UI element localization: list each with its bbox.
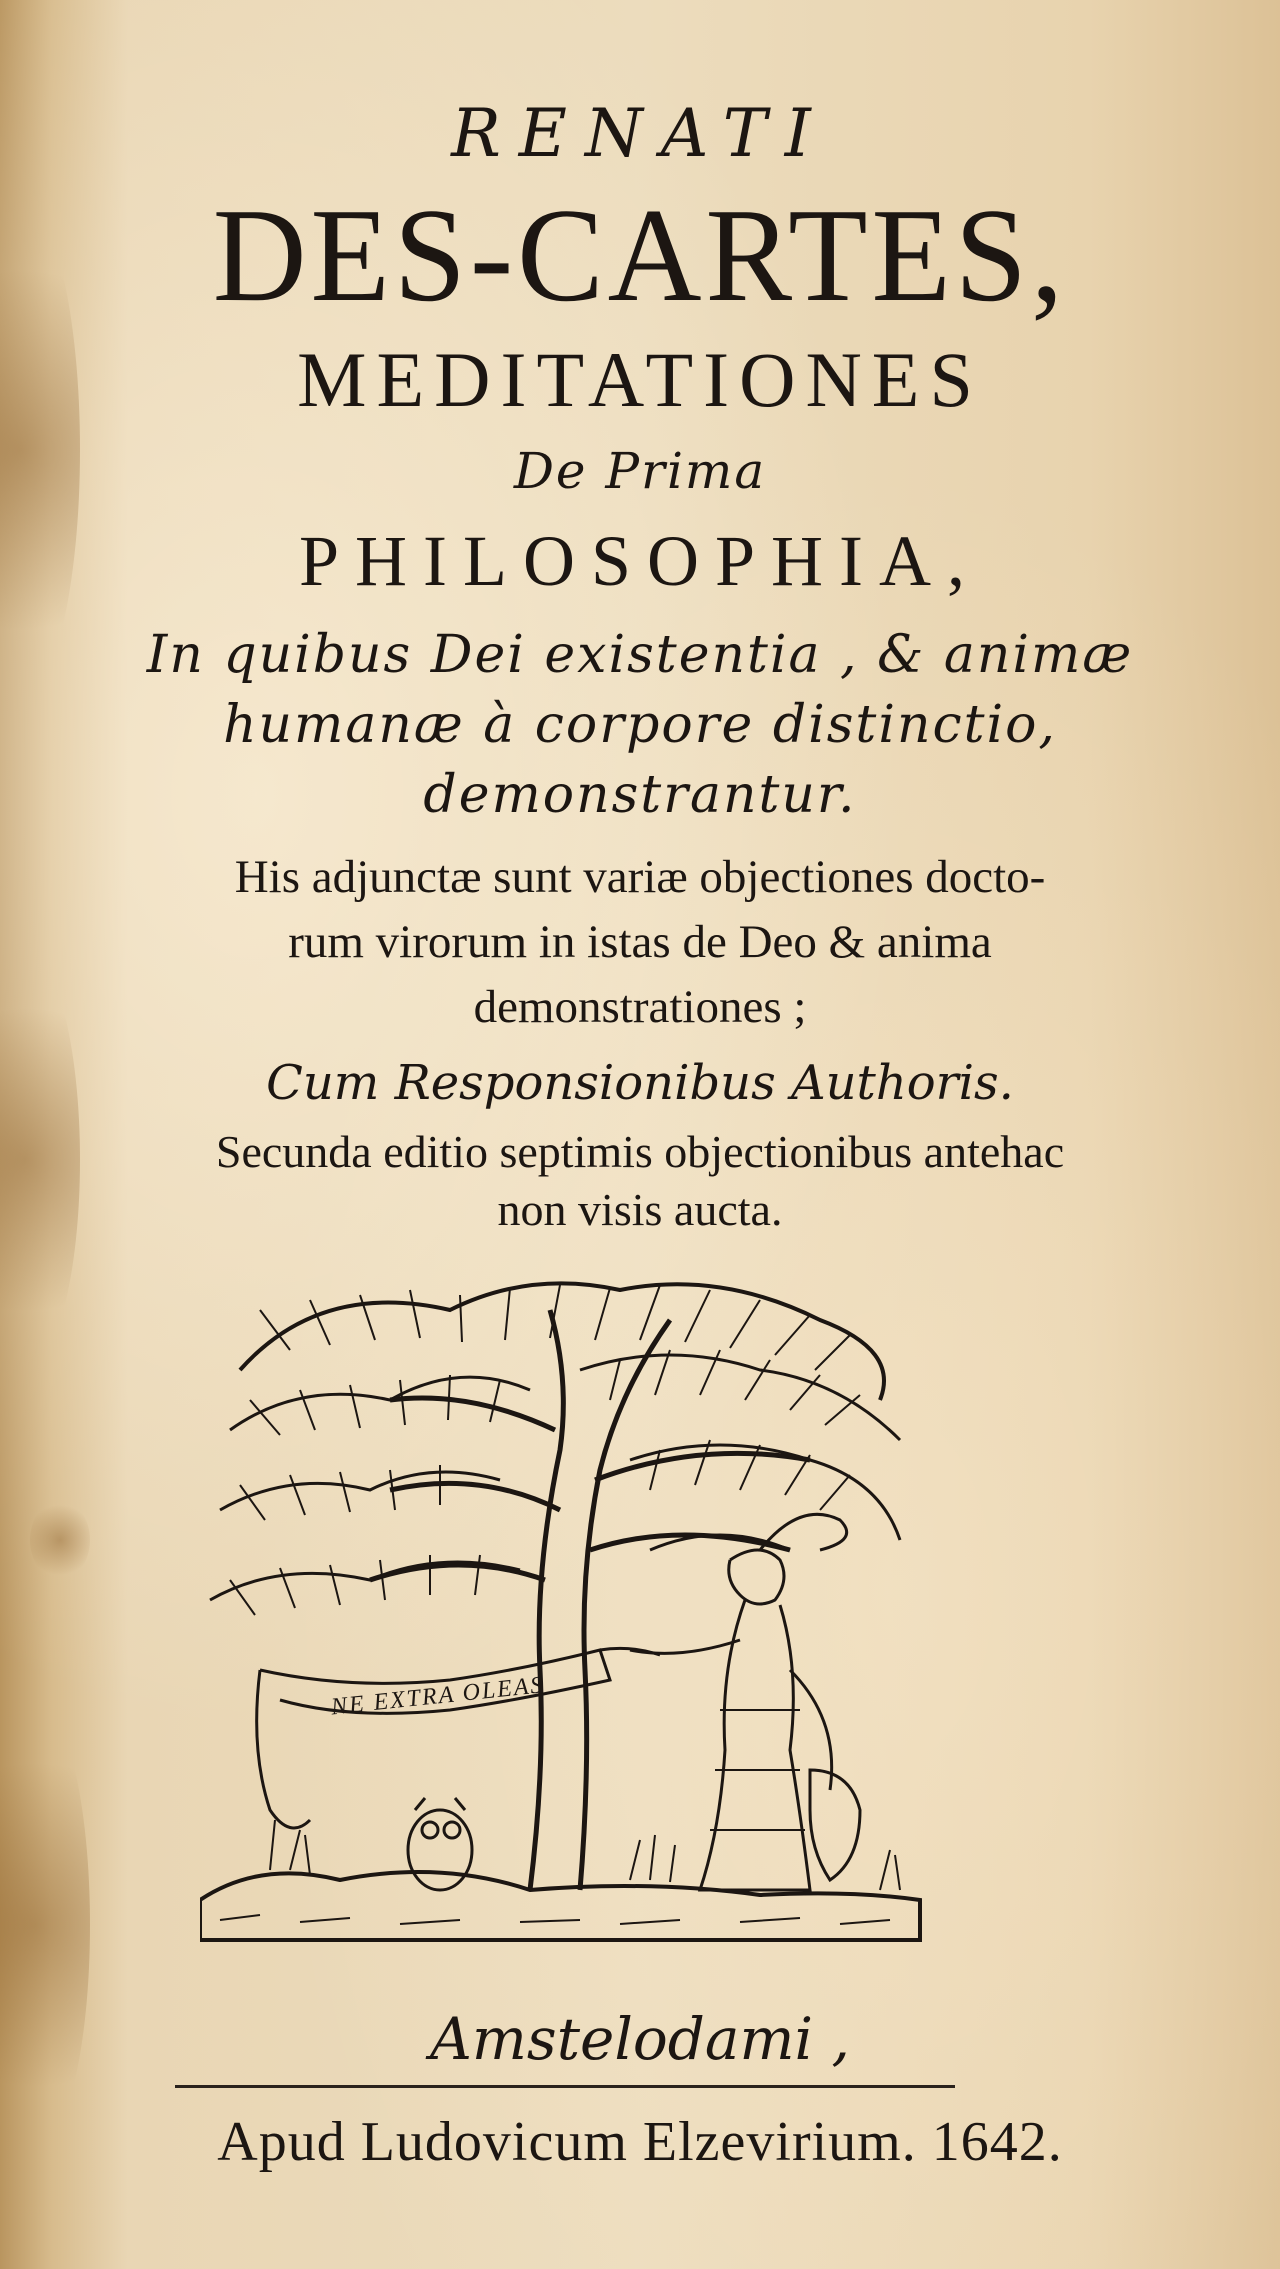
imprint-rule bbox=[175, 2085, 955, 2088]
imprint-place: Amstelodami , bbox=[430, 2005, 850, 2073]
author-forename: RENATI bbox=[451, 95, 829, 172]
edition-line: non visis aucta. bbox=[497, 1184, 783, 1235]
adjuncts-line: demonstrationes ; bbox=[473, 981, 807, 1033]
device-motto: NE EXTRA OLEAS bbox=[329, 1672, 546, 1721]
minerva-figure bbox=[630, 1514, 860, 1890]
imprint-printer: Apud Ludovicum Elzevirium. 1642. bbox=[217, 2111, 1063, 2173]
edition-line: Secunda editio septimis objectionibus antehac bbox=[215, 1126, 1065, 1177]
description-line: demonstrantur. bbox=[423, 765, 857, 825]
paper-stain bbox=[0, 1700, 90, 2150]
title-subject: PHILOSOPHIA, bbox=[298, 521, 982, 601]
adjuncts-line: rum virorum in istas de Deo & anima bbox=[288, 916, 992, 968]
author-surname: DES-CARTES, bbox=[212, 181, 1068, 329]
paper-stain bbox=[30, 1500, 90, 1580]
title-sub: De Prima bbox=[513, 442, 767, 500]
responses-line: Cum Responsionibus Authoris. bbox=[266, 1055, 1014, 1111]
printer-device bbox=[200, 1250, 960, 1970]
description-line: humanæ à corpore distinctio, bbox=[223, 695, 1057, 755]
adjuncts-line: His adjunctæ sunt variæ objectiones docto- bbox=[234, 851, 1046, 903]
title-main: MEDITATIONES bbox=[297, 336, 983, 423]
description-line: In quibus Dei existentia , & animæ bbox=[146, 625, 1134, 685]
